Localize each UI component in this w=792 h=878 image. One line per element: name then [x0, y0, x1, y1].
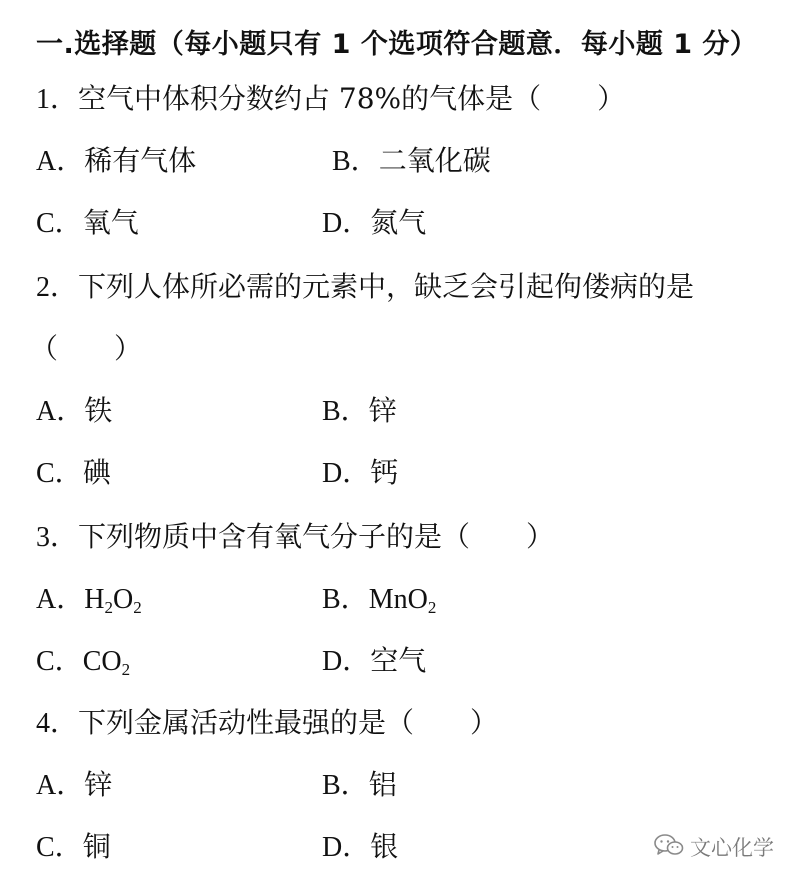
option-text: 银	[370, 830, 399, 863]
question-2-stem	[36, 272, 694, 304]
question-3-stem	[36, 522, 554, 554]
question-number: 1．	[36, 84, 79, 115]
option-letter: C．	[36, 208, 83, 239]
option-text: 铁	[84, 394, 113, 427]
option-letter: C．	[36, 646, 83, 677]
option-letter: C．	[36, 458, 83, 489]
formula-subscript: 2	[104, 598, 113, 617]
option-3d	[322, 646, 426, 678]
option-2d	[322, 458, 398, 490]
option-letter: A．	[36, 584, 85, 615]
answer-blank: （ ）	[30, 332, 143, 365]
question-4-stem	[36, 708, 498, 740]
option-letter: B．	[322, 770, 369, 801]
option-4b	[322, 770, 397, 802]
option-3c	[36, 646, 130, 680]
option-2a	[36, 396, 112, 428]
option-letter: D．	[322, 458, 371, 489]
option-text: 锌	[84, 768, 113, 801]
option-1b	[332, 146, 491, 178]
option-4c	[36, 832, 111, 864]
option-4d	[322, 832, 398, 864]
question-number: 3．	[36, 522, 79, 553]
option-text: 空气	[370, 644, 427, 677]
option-1a	[36, 146, 196, 178]
option-3a	[36, 584, 142, 618]
formula-subscript: 2	[121, 660, 131, 679]
question-2-stem-cont	[30, 334, 142, 365]
option-text: 铝	[368, 768, 397, 801]
option-letter: A．	[36, 396, 85, 427]
option-1c	[36, 208, 139, 240]
watermark-text: 文心化学	[690, 836, 774, 860]
option-text: 氧气	[82, 206, 139, 239]
option-letter: D．	[322, 832, 371, 863]
option-3b	[322, 584, 436, 618]
option-text: 氮气	[370, 206, 427, 239]
option-letter: D．	[322, 208, 371, 239]
question-1-stem	[36, 84, 625, 116]
question-text: 下列物质中含有氧气分子的是（ ）	[78, 520, 555, 553]
formula-subscript: 2	[133, 598, 142, 617]
option-text: 稀有气体	[84, 144, 197, 177]
question-text: 下列金属活动性最强的是（ ）	[78, 706, 499, 739]
option-letter: A．	[36, 770, 85, 801]
option-letter: A．	[36, 146, 85, 177]
question-text: 下列人体所必需的元素中，缺乏会引起佝偻病的是	[78, 270, 695, 303]
option-2c	[36, 458, 111, 490]
formula-subscript: 2	[427, 598, 437, 617]
option-letter: D．	[322, 646, 371, 677]
option-4a	[36, 770, 112, 802]
question-number: 2．	[36, 272, 79, 303]
option-2b	[322, 396, 397, 428]
section-title: 一.选择题（每小题只有 1 个选项符合题意．每小题 1 分）	[36, 29, 758, 60]
option-text: 二氧化碳	[378, 144, 491, 177]
option-letter: C．	[36, 832, 83, 863]
formula-part: O	[112, 584, 134, 615]
option-letter: B．	[322, 584, 369, 615]
formula-part: H	[84, 584, 105, 615]
option-letter: B．	[332, 146, 379, 177]
wechat-icon	[654, 833, 684, 862]
formula-part: MnO	[368, 584, 428, 615]
option-1d	[322, 208, 426, 240]
option-letter: B．	[322, 396, 369, 427]
option-text: 碘	[82, 456, 111, 489]
option-text: 铜	[82, 830, 111, 863]
question-number: 4．	[36, 708, 79, 739]
formula-part: CO	[82, 646, 122, 677]
option-text: 锌	[368, 394, 397, 427]
watermark	[654, 832, 774, 862]
option-text: 钙	[370, 456, 399, 489]
question-text: 空气中体积分数约占 78%的气体是（ ）	[78, 82, 626, 115]
